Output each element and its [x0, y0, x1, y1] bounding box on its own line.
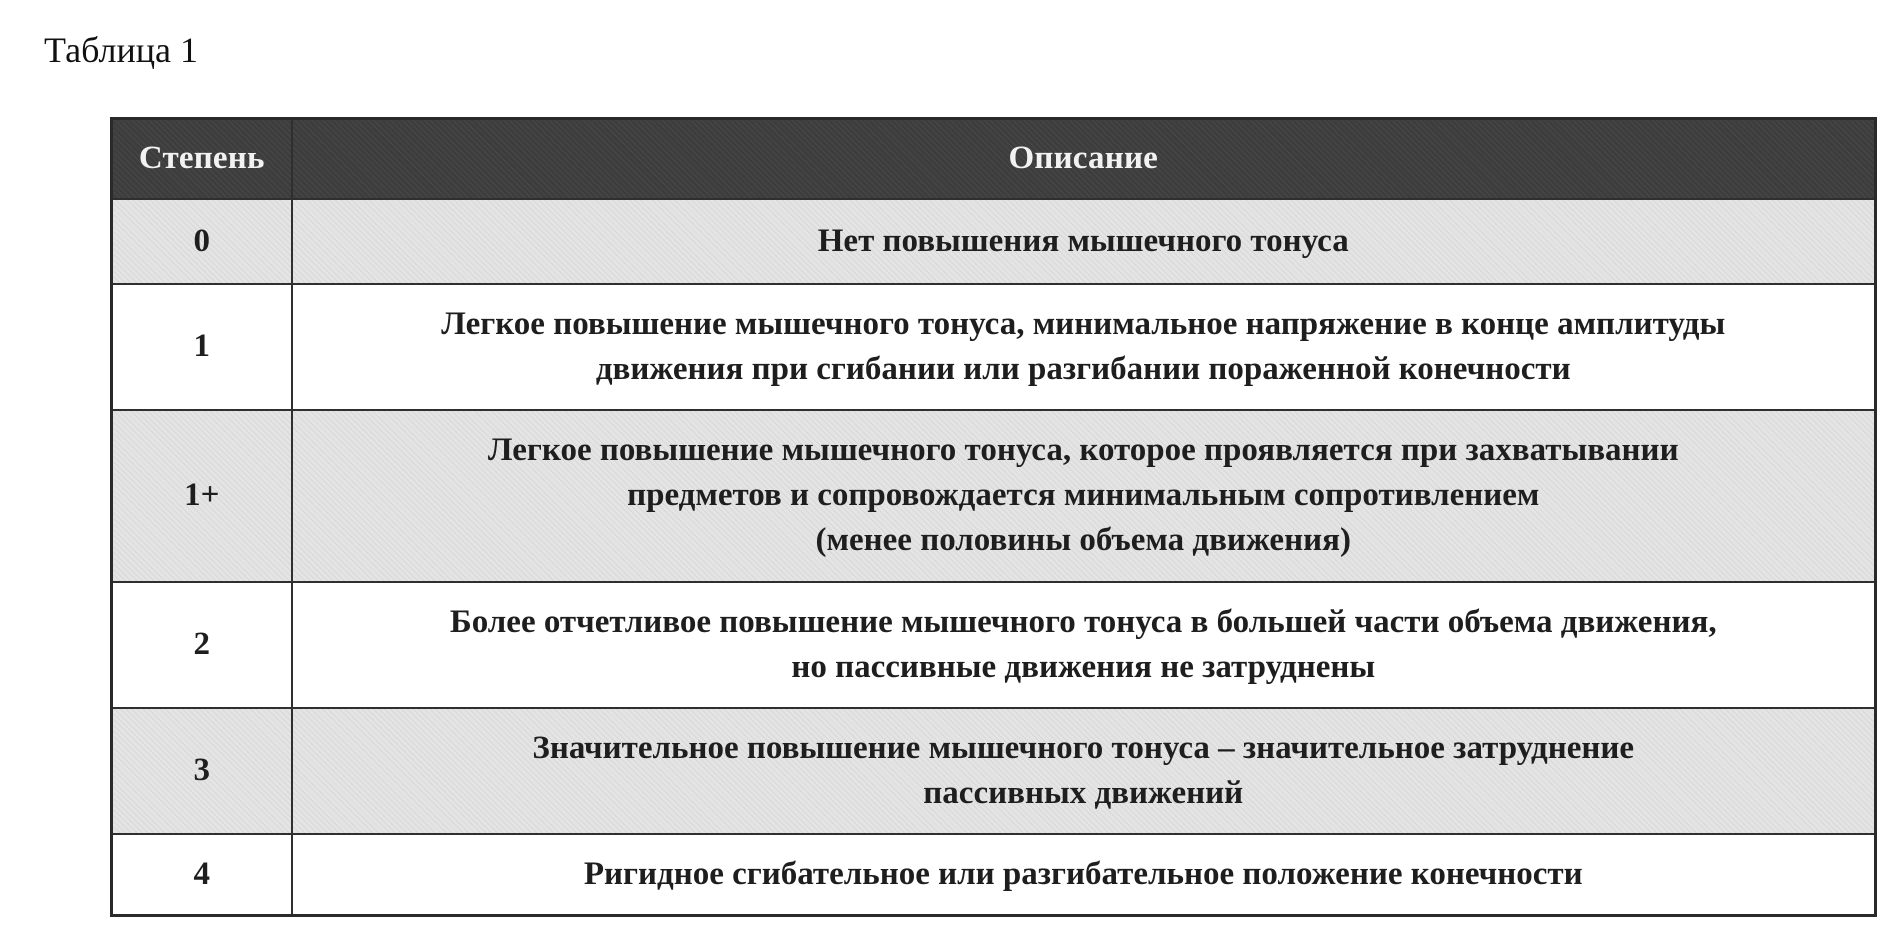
description-cell — [292, 410, 1876, 582]
grade-cell: 4 — [112, 834, 292, 916]
grade-cell: 1+ — [112, 410, 292, 582]
description-line: Значительное повышение мышечного тонуса – значительное затруднение — [532, 729, 1635, 766]
table-row-grade-4 — [112, 834, 1876, 916]
description-line: движения при сгибании или разгибании пораженной конечности — [595, 350, 1571, 387]
description-line: Нет повышения мышечного тонуса — [817, 222, 1349, 259]
description-line: но пассивные движения не затруднены — [791, 648, 1376, 685]
description-line: предметов и сопровождается минимальным сопротивлением — [627, 477, 1540, 513]
description-line: Ригидное сгибательное или разгибательное положение конечности — [583, 855, 1583, 892]
grade-cell: 0 — [112, 199, 292, 284]
description-cell — [292, 834, 1876, 916]
description-line: (менее половины объема движения) — [815, 522, 1351, 558]
spasticity-scale-table — [110, 117, 1877, 917]
description-cell — [292, 582, 1876, 708]
description-line: Легкое повышение мышечного тонуса, минимальное напряжение в конце амплитуды — [441, 305, 1726, 342]
description-cell — [292, 199, 1876, 284]
table-row-grade-0 — [112, 199, 1876, 284]
grade-cell: 2 — [112, 582, 292, 708]
description-line: Легкое повышение мышечного тонуса, которое проявляется при захватывании — [487, 432, 1679, 468]
table-row-grade-3 — [112, 708, 1876, 834]
description-cell — [292, 708, 1876, 834]
grade-cell: 1 — [112, 284, 292, 410]
table-header-row — [112, 119, 1876, 199]
table-row-grade-1-plus — [112, 410, 1876, 582]
table-row-grade-2 — [112, 582, 1876, 708]
description-cell — [292, 284, 1876, 410]
grade-cell: 3 — [112, 708, 292, 834]
header-grade: Степень — [112, 119, 292, 199]
table-row-grade-1 — [112, 284, 1876, 410]
description-line: Более отчетливое повышение мышечного тонуса в большей части объема движения, — [449, 603, 1717, 640]
description-line: пассивных движений — [923, 774, 1244, 811]
table-caption: Таблица 1 — [44, 30, 198, 70]
header-description: Описание — [292, 119, 1876, 199]
